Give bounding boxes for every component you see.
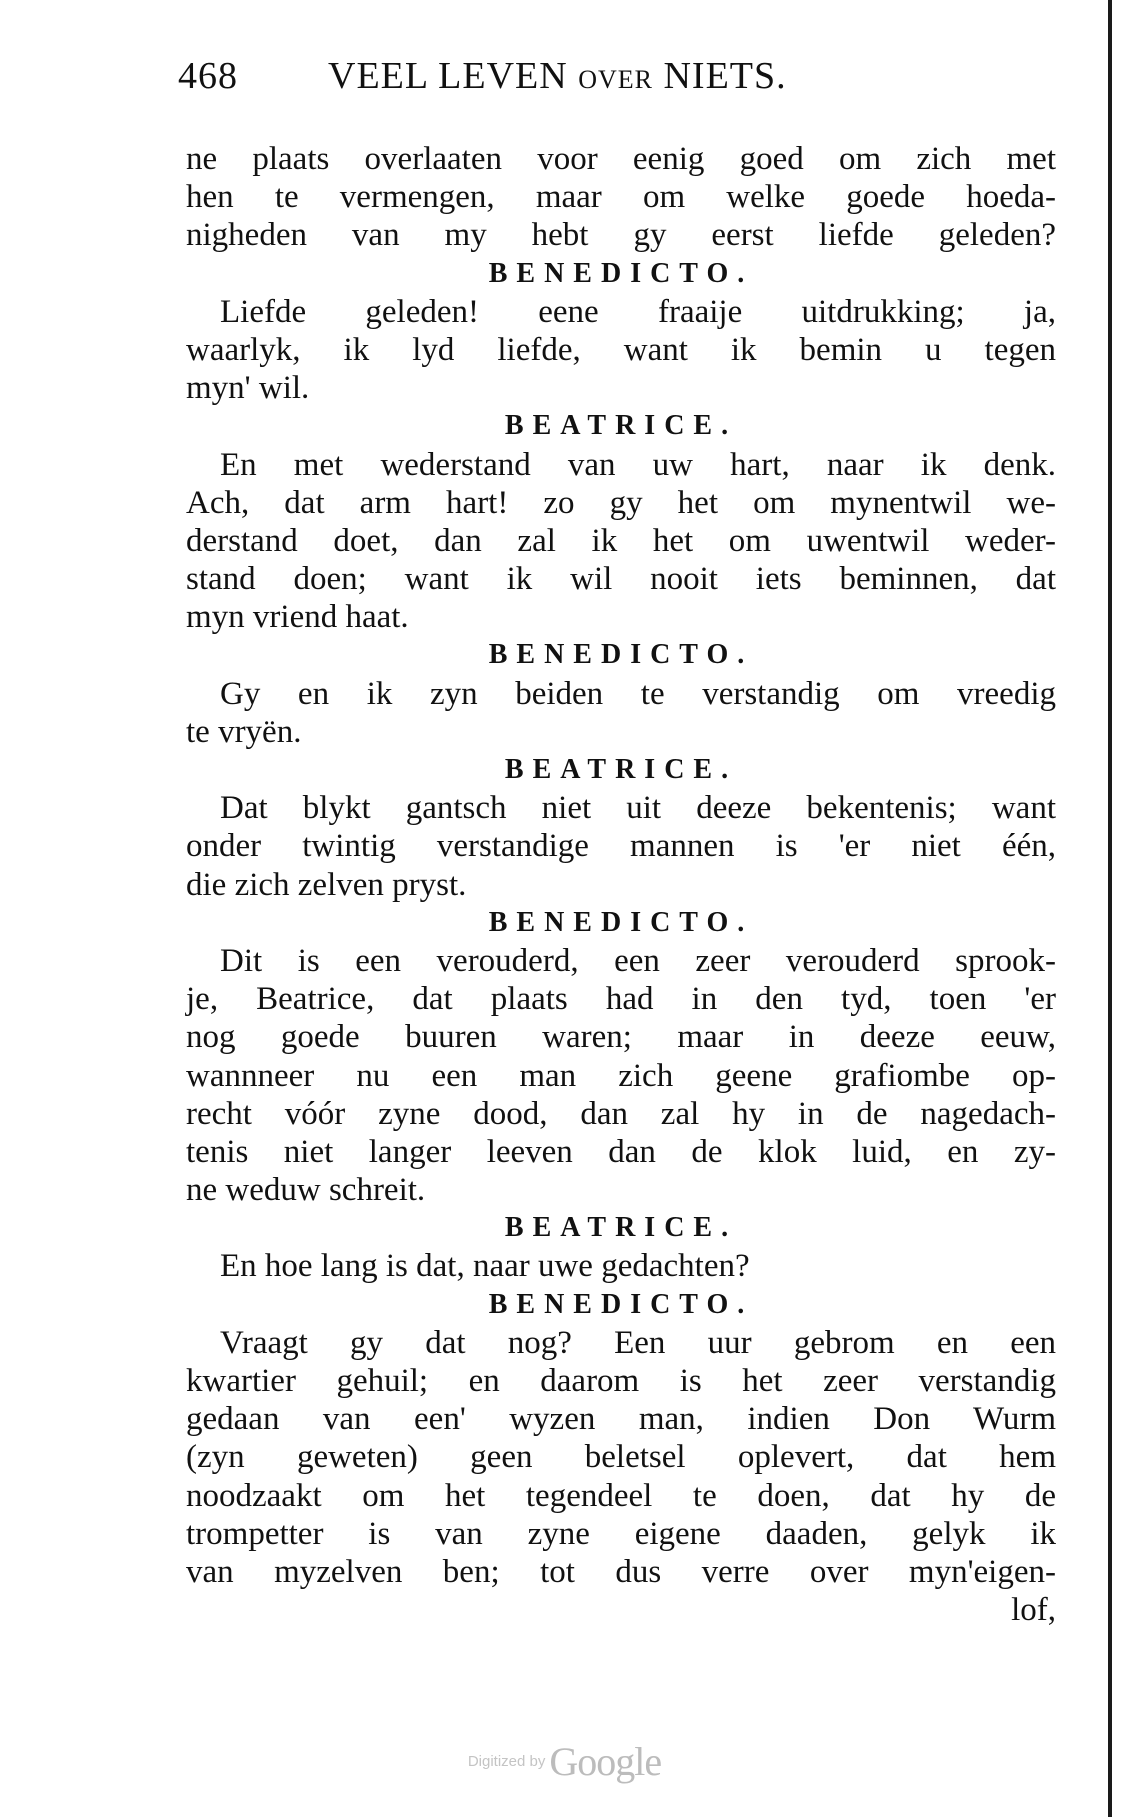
running-title <box>328 54 787 98</box>
text-line: nog goede buuren waren; maar in deeze eeuw, <box>186 1019 1056 1056</box>
text-block <box>186 140 1056 1629</box>
digitized-watermark <box>0 1738 1129 1785</box>
text-line: wannneer nu een man zich geene grafiombe op- <box>186 1057 1056 1094</box>
page-number: 468 <box>178 55 238 97</box>
text-line: En met wederstand van uw hart, naar ik denk. <box>220 446 1056 483</box>
speaker-name: BEATRICE. <box>504 410 738 442</box>
text-line: die zich zelven pryst. <box>186 866 467 903</box>
text-line: kwartier gehuil; en daarom is het zeer verstandig <box>186 1363 1056 1399</box>
text-line: gedaan van een' wyzen man, indien Don Wurm <box>186 1401 1056 1438</box>
text-line: nigheden van my hebt gy eerst liefde geleden? <box>186 217 1056 254</box>
digitized-label: Digitized by <box>467 1753 546 1770</box>
text-line: myn' wil. <box>186 370 310 407</box>
speaker-name: BEATRICE. <box>504 1212 738 1244</box>
text-line: Dit is een verouderd, een zeer verouderd sprook- <box>220 942 1056 979</box>
running-title-part2: NIETS. <box>652 55 787 97</box>
text-line: je, Beatrice, dat plaats had in den tyd, toen 'er <box>186 981 1056 1018</box>
text-line: stand doen; want ik wil nooit iets beminnen, dat <box>186 561 1056 598</box>
text-line: waarlyk, ik lyd liefde, want ik bemin u tegen <box>186 331 1056 368</box>
page-edge-rule <box>1108 0 1112 1817</box>
text-line: Liefde geleden! eene fraaije uitdrukking; ja, <box>220 293 1056 330</box>
speaker-name: BENEDICTO. <box>488 1288 754 1320</box>
text-line: hen te vermengen, maar om welke goede hoeda- <box>186 179 1056 216</box>
speaker-name: BENEDICTO. <box>488 906 754 938</box>
text-line: tenis niet langer leeven dan de klok luid, en zy- <box>186 1133 1056 1170</box>
text-line: onder twintig verstandige mannen is 'er niet één, <box>186 828 1056 865</box>
text-line: noodzaakt om het tegendeel te doen, dat hy de <box>186 1477 1056 1514</box>
text-line: recht vóór zyne dood, dan zal hy in de nagedach- <box>186 1095 1056 1132</box>
text-line: Gy en ik zyn beiden te verstandig om vreedig <box>220 675 1056 712</box>
text-line: Ach, dat arm hart! zo gy het om mynentwil we- <box>186 484 1056 521</box>
text-line: (zyn geweten) geen beletsel oplevert, dat hem <box>186 1439 1056 1476</box>
running-head <box>178 50 898 100</box>
text-line: En hoe lang is dat, naar uwe gedachten? <box>220 1248 750 1285</box>
running-title-part1: VEEL LEVEN <box>328 55 579 97</box>
speaker-name: BENEDICTO. <box>488 257 754 289</box>
text-line: ne plaats overlaaten voor eenig goed om zich met <box>186 141 1056 177</box>
catchword: lof, <box>1011 1592 1056 1629</box>
running-title-small: OVER <box>578 65 653 94</box>
text-line: te vryën. <box>186 713 302 750</box>
text-line: Dat blykt gantsch niet uit deeze bekentenis; want <box>220 790 1056 827</box>
text-line: trompetter is van zyne eigene daaden, gelyk ik <box>186 1515 1056 1552</box>
speaker-name: BENEDICTO. <box>488 639 754 671</box>
text-line: derstand doet, dan zal ik het om uwentwil weder- <box>186 522 1056 559</box>
text-line: ne weduw schreit. <box>186 1172 426 1209</box>
speaker-name: BEATRICE. <box>504 754 738 785</box>
text-line: Vraagt gy dat nog? Een uur gebrom en een <box>220 1324 1056 1361</box>
google-logo: Google <box>549 1739 662 1784</box>
text-line: van myzelven ben; tot dus verre over myn'eigen- <box>186 1553 1056 1590</box>
text-line: myn vriend haat. <box>186 599 409 636</box>
